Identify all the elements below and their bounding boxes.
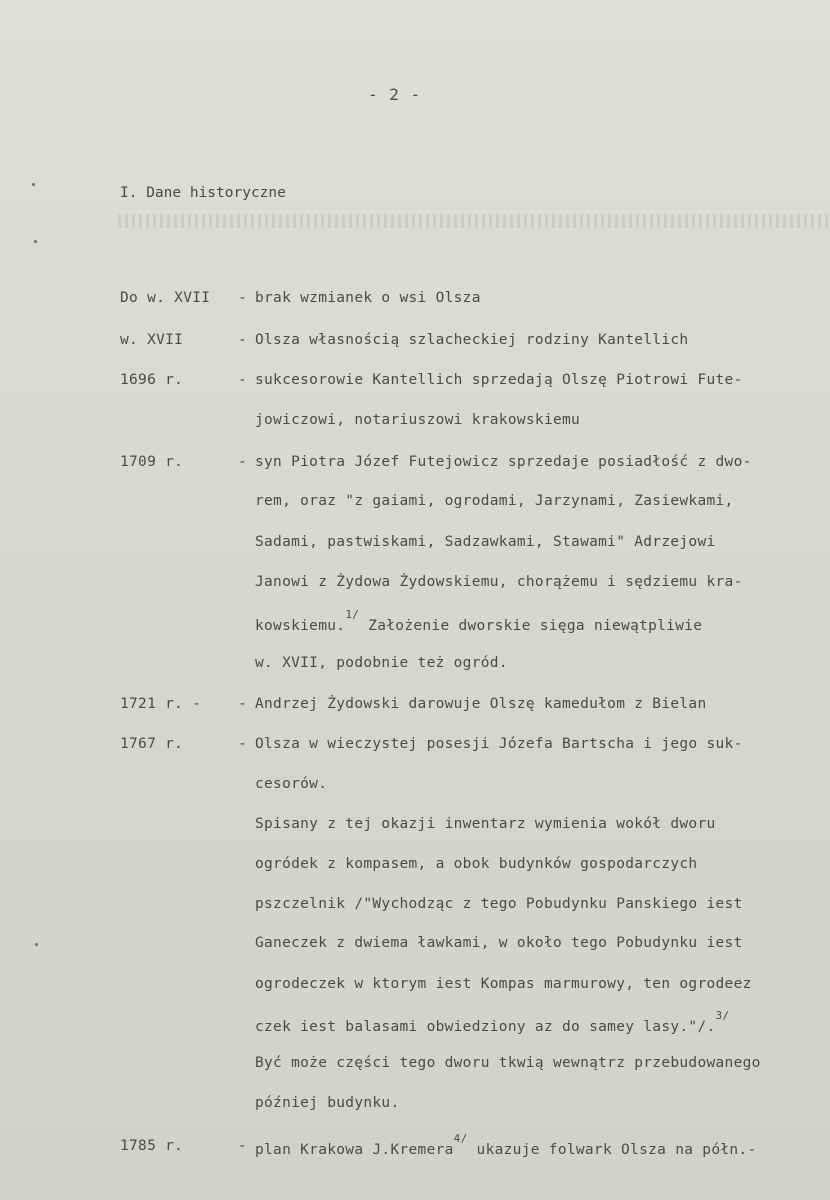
- entry-text: Ganeczek z dwiema ławkami, w około tego Pobudynku iest: [255, 935, 743, 951]
- entry-text: jowiczowi, notariuszowi krakowskiemu: [255, 412, 581, 428]
- entry-text-part: czek iest balasami obwiedziony az do samey lasy."/.: [255, 1018, 716, 1035]
- entry-date: 1785 r.: [120, 1138, 184, 1154]
- entry-text: później budynku.: [255, 1095, 400, 1111]
- margin-mark: [35, 943, 38, 946]
- entry-text: sukcesorowie Kantellich sprzedają Olszę Piotrowi Fute-: [255, 372, 743, 388]
- entry-dash: -: [238, 290, 248, 306]
- entry-text: ogródek z kompasem, a obok budynków gospodarczych: [255, 856, 698, 872]
- section-title: I. Dane historyczne: [120, 185, 286, 201]
- entry-dash: -: [238, 332, 248, 348]
- entry-text: [255, 1009, 730, 1035]
- entry-text: Andrzej Żydowski darowuje Olszę kamedułom z Bielan: [255, 696, 707, 712]
- margin-mark: [34, 240, 37, 243]
- entry-text-part: kowskiemu.: [255, 617, 346, 634]
- entry-dash: -: [238, 736, 248, 752]
- entry-text-part: plan Krakowa J.Kremera: [255, 1141, 454, 1158]
- entry-text-part: ukazuje folwark Olsza na półn.-: [476, 1141, 757, 1158]
- entry-text: Olsza własnością szlacheckiej rodziny Kantellich: [255, 332, 689, 348]
- entry-date: 1767 r.: [120, 736, 184, 752]
- entry-text: [255, 608, 703, 634]
- footnote-ref: 3/: [715, 1009, 730, 1022]
- margin-mark: [32, 183, 35, 186]
- entry-text: pszczelnik /"Wychodząc z tego Pobudynku Panskiego iest: [255, 896, 743, 912]
- footnote-ref: 4/: [453, 1132, 468, 1145]
- page-number: - 2 -: [368, 85, 422, 104]
- entry-text: syn Piotra Józef Futejowicz sprzedaje posiadłość z dwo-: [255, 454, 752, 470]
- entry-text: Być może części tego dworu tkwią wewnątrz przebudowanego: [255, 1055, 761, 1071]
- entry-date: Do w. XVII: [120, 290, 211, 306]
- entry-text: rem, oraz "z gaiami, ogrodami, Jarzynami, Zasiewkami,: [255, 493, 734, 509]
- entry-dash: -: [238, 372, 248, 388]
- entry-text: w. XVII, podobnie też ogród.: [255, 655, 508, 671]
- typewriter-smudge: [118, 214, 828, 228]
- entry-text: brak wzmianek o wsi Olsza: [255, 290, 481, 306]
- entry-text: Olsza w wieczystej posesji Józefa Bartscha i jego suk-: [255, 736, 743, 752]
- entry-date: 1696 r.: [120, 372, 184, 388]
- entry-text: ogrodeczek w ktorym iest Kompas marmurowy, ten ogrodeez: [255, 976, 752, 992]
- entry-text: Janowi z Żydowa Żydowskiemu, chorążemu i sędziemu kra-: [255, 574, 743, 590]
- entry-date: 1721 r. -: [120, 696, 202, 712]
- entry-text-part: Założenie dworskie sięga niewątpliwie: [368, 617, 703, 634]
- entry-dash: -: [238, 454, 248, 470]
- entry-dash: -: [238, 1138, 248, 1154]
- entry-text: [255, 1132, 757, 1158]
- entry-dash: -: [238, 696, 248, 712]
- entry-text: cesorów.: [255, 776, 328, 792]
- entry-text: Sadami, pastwiskami, Sadzawkami, Stawami" Adrzejowi: [255, 534, 716, 550]
- entry-text: Spisany z tej okazji inwentarz wymienia wokół dworu: [255, 816, 716, 832]
- entry-date: w. XVII: [120, 332, 184, 348]
- footnote-ref: 1/: [345, 608, 360, 621]
- entry-date: 1709 r.: [120, 454, 184, 470]
